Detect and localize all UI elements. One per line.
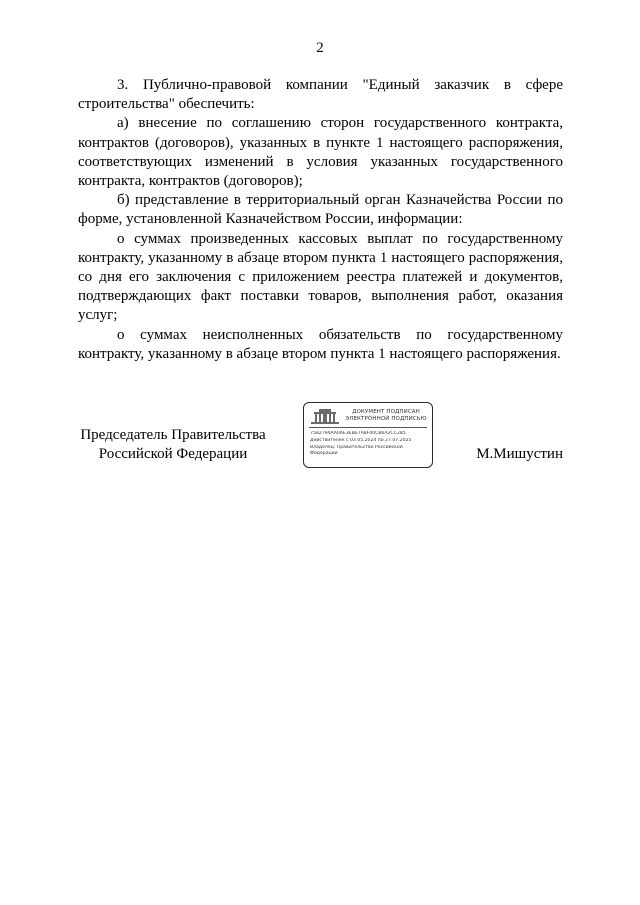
- stamp-validity: Действителен с 03.05.2024 по 27.07.2025: [310, 438, 412, 443]
- signer-position-line2: Российской Федерации: [98, 446, 248, 463]
- paragraph-subitem-b: б) представление в территориальный орган Казначейства России по форме, установленной Казначейством России, информации:: [78, 192, 563, 228]
- signer-position-line1: Председатель Правительства: [80, 427, 266, 443]
- signature-block: [78, 402, 563, 472]
- paragraph-subitem-a: а) внесение по соглашению сторон государственного контракта, контрактов (договоров), указанных в пункте 1 настоящего распоряжения, соответствующих изменений в условия указанных государственного контракта, контрактов (договоров);: [78, 115, 563, 190]
- building-emblem-icon: [310, 408, 340, 424]
- stamp-owner: Владелец: Правительство Российской Федерации: [310, 445, 403, 456]
- stamp-divider: [309, 427, 427, 428]
- page-number: 2: [316, 40, 324, 56]
- paragraph-payments-info: о суммах произведенных кассовых выплат по государственному контракту, указанному в абзаце втором пункта 1 настоящего распоряжения, со дня его заключения с приложением реестра платежей и документов, подтверждающих факт поставки товаров, выполнения работ, оказания услуг;: [78, 230, 563, 324]
- stamp-title-line1: ДОКУМЕНТ ПОДПИСАН: [352, 409, 420, 415]
- electronic-signature-stamp: [303, 402, 433, 468]
- paragraph-obligations-info: о суммах неисполненных обязательств по государственному контракту, указанному в абзаце втором пункта 1 настоящего распоряжения.: [78, 326, 563, 362]
- document-body: [78, 76, 563, 364]
- stamp-title: [342, 409, 430, 422]
- stamp-certificate: 7582794AA0AE3EBE7A8F00CB6A2CC285: [310, 431, 406, 436]
- signer-position: [78, 426, 268, 464]
- paragraph-item-3: 3. Публично-правовой компании "Единый заказчик в сфере строительства" обеспечить:: [78, 77, 563, 113]
- stamp-title-line2: ЭЛЕКТРОННОЙ ПОДПИСЬЮ: [345, 415, 427, 422]
- signer-name: М.Мишустин: [476, 446, 563, 462]
